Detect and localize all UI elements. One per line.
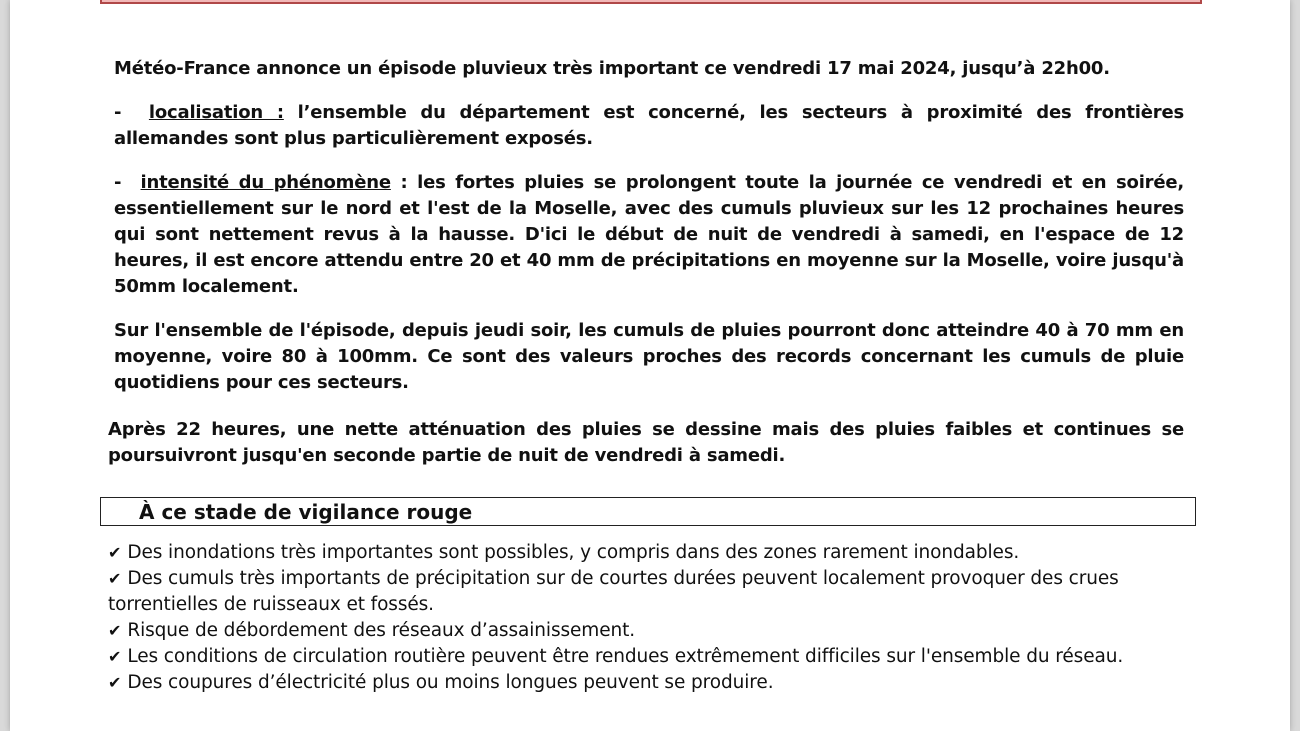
list-item [108,670,1198,696]
list-item [108,540,1198,566]
red-alert-banner [100,0,1202,4]
intro-paragraph: Météo-France annonce un épisode pluvieux très important ce vendredi 17 mai 2024, jusqu’à 22h00. [114,58,1110,79]
localisation-paragraph [114,100,1184,152]
document-page [10,0,1290,731]
intensite-dash: - [114,172,122,193]
checkmark-icon: ✔ [108,673,122,692]
checkmark-icon: ✔ [108,621,122,640]
checkmark-icon: ✔ [108,647,122,666]
checkmark-icon: ✔ [108,569,122,588]
episode-paragraph: Sur l'ensemble de l'épisode, depuis jeudi soir, les cumuls de pluies pourront donc atteindre 40 à 70 mm en moyenne, voire 80 à 100mm. Ce sont des valeurs proches des records concernant les cumuls de pluie quotidiens pour ces secteurs. [114,320,1184,393]
list-item-text: Risque de débordement des réseaux d’assainissement. [127,620,636,641]
intensite-paragraph [114,170,1184,300]
intensite-text: : les fortes pluies se prolongent toute la journée ce vendredi et en soirée, essentiellement sur le nord et l'est de la Moselle, avec des cumuls pluvieux sur les 12 prochaines heures qui sont nettement revus à la hausse. D'ici le début de nuit de vendredi à samedi, en l'espace de 12 heures, il est encore attendu entre 20 et 40 mm de précipitations en moyenne sur la Moselle, voire jusqu'à 50mm localement. [114,172,1184,297]
checkmark-icon: ✔ [108,543,122,562]
list-item-text: Les conditions de circulation routière peuvent être rendues extrêmement difficiles sur l'ensemble du réseau. [127,646,1124,667]
localisation-dash: - [114,102,122,123]
list-item [108,566,1198,618]
after-22h-paragraph: Après 22 heures, une nette atténuation des pluies se dessine mais des pluies faibles et continues se poursuivront jusqu'en seconde partie de nuit de vendredi à samedi. [108,419,1184,466]
bulletin-body [114,56,1184,396]
intensite-label: intensité du phénomène [140,172,391,193]
section-title: À ce stade de vigilance rouge [139,500,473,524]
consequences-list [108,540,1198,696]
list-item [108,618,1198,644]
localisation-text: l’ensemble du département est concerné, les secteurs à proximité des frontières allemandes sont plus particulièrement exposés. [114,102,1184,149]
list-item [108,644,1198,670]
list-item-text: Des cumuls très importants de précipitation sur de courtes durées peuvent localement provoquer des crues torrentielles de ruisseaux et fossés. [108,568,1119,615]
vigilance-section-header [100,497,1196,526]
list-item-text: Des coupures d’électricité plus ou moins longues peuvent se produire. [127,672,774,693]
list-item-text: Des inondations très importantes sont possibles, y compris dans des zones rarement inondables. [127,542,1020,563]
localisation-label: localisation : [148,102,284,123]
